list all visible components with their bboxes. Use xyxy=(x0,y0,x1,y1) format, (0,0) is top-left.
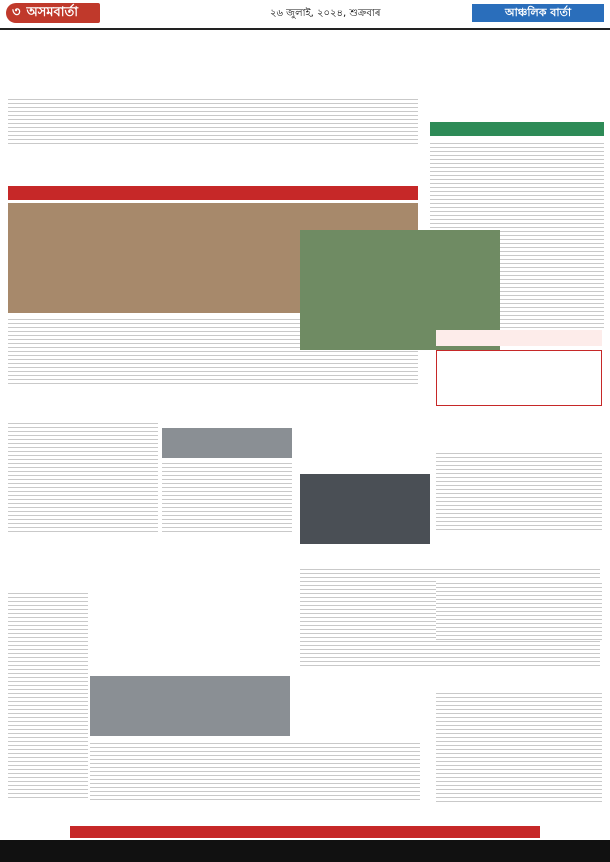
second-banner xyxy=(8,186,418,200)
right-lower-text xyxy=(436,580,602,640)
bottom-text xyxy=(90,740,420,800)
photo-union-anniversary xyxy=(90,676,290,736)
right-bottom-text xyxy=(436,690,602,802)
lead-text xyxy=(8,96,418,146)
date-line: ২৬ জুলাই, ২০২৪, শুক্ৰবাৰ xyxy=(270,8,381,19)
red-box xyxy=(436,350,602,406)
middle-right-text xyxy=(436,450,602,530)
page-footer xyxy=(0,840,610,862)
green-subbox-title xyxy=(430,122,604,136)
left-sidebar-text xyxy=(8,590,88,800)
masthead xyxy=(6,3,100,23)
section-tag: আঞ্চলিক বাৰ্তা xyxy=(472,4,604,22)
red-box-title xyxy=(436,330,602,346)
page-number: ৩ xyxy=(12,4,21,20)
third-text xyxy=(8,420,158,532)
photo-medical-camp xyxy=(300,474,430,544)
photo-scholar xyxy=(162,428,292,458)
bottom-banner xyxy=(70,826,540,838)
middle-left-text xyxy=(162,460,292,532)
header-rule xyxy=(0,28,610,30)
masthead-title: অসমবাৰ্তা xyxy=(26,4,79,20)
